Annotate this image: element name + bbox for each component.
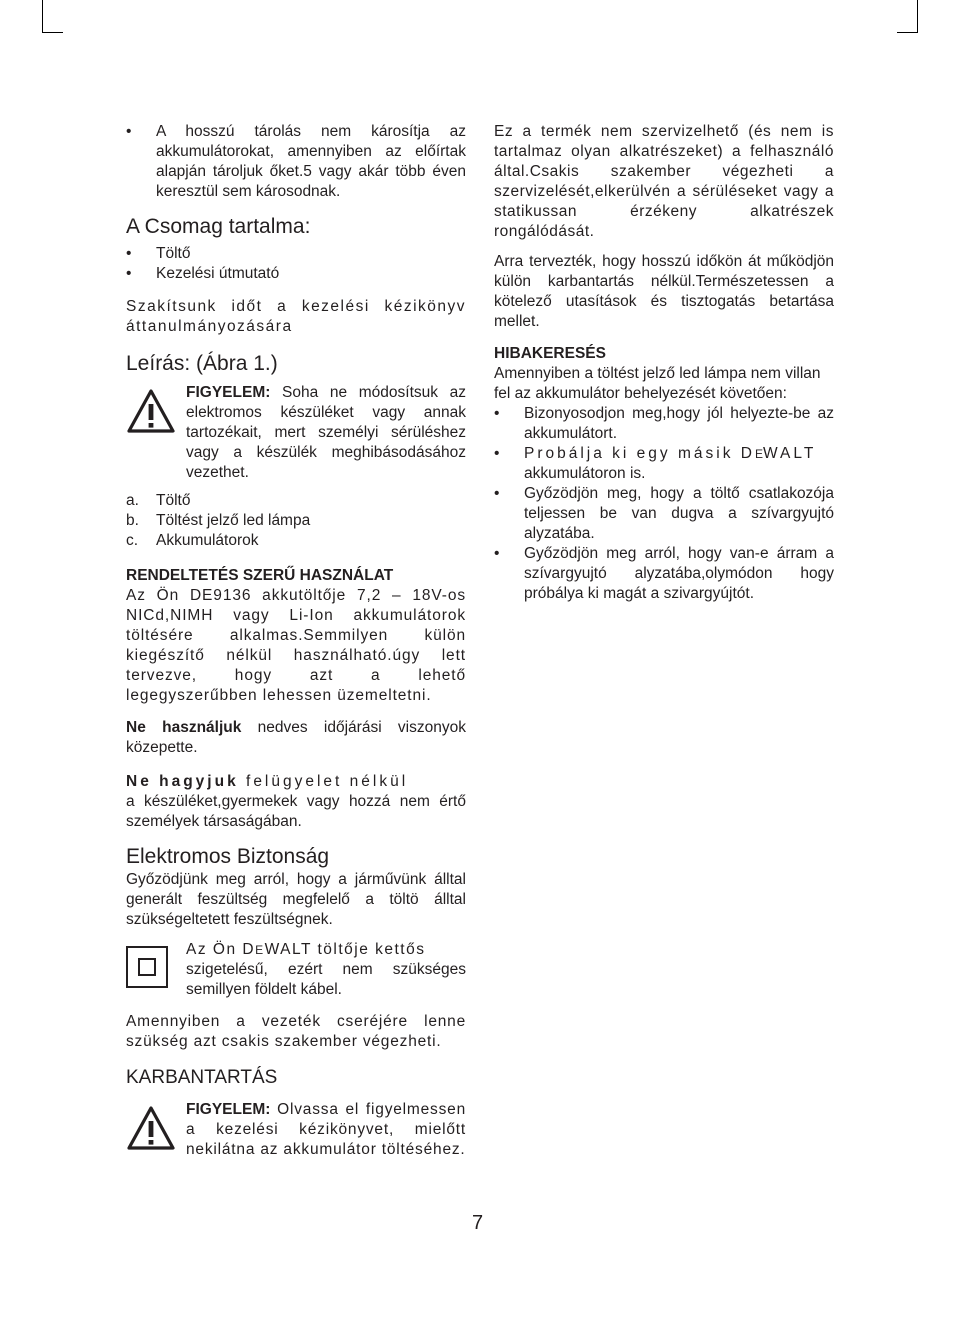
warning-text: Olvassa el figyelmessen a kezelési kézikönyvet, mielőtt nekilátna az akkumulátor töltéséhez. bbox=[186, 1101, 466, 1158]
package-item: Töltő bbox=[156, 245, 191, 262]
manual-note-text: Szakítsunk időt a kezelési kézikönyv áttanulmányozására bbox=[126, 298, 466, 335]
try-post: akkumulátoron is. bbox=[524, 465, 646, 482]
warning-text: Soha ne módosítsuk az elektromos készüléket vagy annak tartozékait, mert személyi sérüléshez vagy a készülék meghibásodásához vezethet. bbox=[186, 384, 466, 481]
cable-note-text: Amennyiben a vezeték cseréjére lenne szükség azt csakis szakember végezheti. bbox=[126, 1013, 466, 1050]
usage-heading: RENDELTETÉS SZERŰ HASZNÁLAT bbox=[126, 567, 394, 584]
warning-triangle-icon bbox=[126, 1105, 176, 1151]
brand-name: WALT bbox=[762, 445, 817, 462]
usage-text bbox=[126, 586, 466, 706]
warning-label: FIGYELEM: bbox=[186, 384, 271, 401]
bullet-icon: • bbox=[126, 123, 132, 140]
bullet-icon: • bbox=[126, 265, 132, 282]
double-insulation-block bbox=[126, 940, 466, 1000]
double-post: töltője kettős bbox=[311, 941, 426, 958]
list-item bbox=[126, 491, 466, 511]
list-item bbox=[126, 511, 466, 531]
list-item bbox=[494, 444, 834, 484]
list-item bbox=[494, 404, 834, 444]
trouble-item: Győzödjön meg, hogy a töltő csatlakozója teljessen be van dugva a szívargyujtó alyzatába. bbox=[524, 485, 834, 542]
try-pre: Probálja ki egy másik D bbox=[524, 445, 755, 462]
bullet-icon: • bbox=[494, 405, 500, 422]
storage-bullet bbox=[126, 122, 466, 202]
list-item bbox=[494, 484, 834, 544]
troubleshooting-heading: HIBAKERESÉS bbox=[494, 345, 606, 362]
part-letter: a. bbox=[126, 492, 139, 509]
list-item bbox=[494, 544, 834, 604]
warning-label: FIGYELEM: bbox=[186, 1101, 271, 1118]
crop-mark-left bbox=[42, 0, 63, 33]
bullet-icon: • bbox=[494, 485, 500, 502]
service-text-span: Ez a termék nem szervizelhető (és nem is tartalmaz olyan alkatrészeket) a felhasználó által.Csakis szakember végezheti a szervizelését,elkerülvén a sérüléseket vagy a statikussan érzékeny alkatrészek rongálódását. bbox=[494, 123, 834, 240]
warning-block-2 bbox=[126, 1100, 466, 1160]
package-heading: A Csomag tartalma: bbox=[126, 215, 311, 238]
bullet-icon: • bbox=[126, 245, 132, 262]
trouble-item: Bizonyosodjon meg,hogy jól helyezte-be az akkumulátort. bbox=[524, 405, 834, 442]
electrical-safety-text: Győzödjünk meg arról, hogy a járművünk álltal generált feszültség megfelelő a töltö álltal szükségeltetett feszültségnek. bbox=[126, 871, 466, 928]
part-label: Töltést jelző led lámpa bbox=[156, 512, 311, 529]
design-text: Arra tervezték, hogy hosszú időkön át működjön külön karbantartás nélkül.Természetessen a kötelező utasítások és tisztogatás betartása mellet. bbox=[494, 253, 834, 330]
troubleshooting-list bbox=[494, 404, 834, 604]
troubleshooting-intro: Amennyiben a töltést jelző led lámpa nem villan fel az akkumulátor behelyezését követően: bbox=[494, 365, 821, 402]
wet-warning bbox=[126, 718, 466, 758]
cable-note bbox=[126, 1012, 466, 1052]
maintenance-heading: KARBANTARTÁS bbox=[126, 1067, 278, 1088]
unattended-rest: felügyelet nélkül bbox=[238, 773, 409, 790]
manual-note bbox=[126, 297, 466, 337]
wet-bold: Ne használjuk bbox=[126, 719, 242, 736]
left-column bbox=[126, 122, 466, 1160]
page-number: 7 bbox=[472, 1212, 484, 1234]
usage-text-span: Az Ön DE9136 akkutöltője 7,2 – 18V-os NICd,NIMH vagy Li-Ion akkumulátorok töltésére alkalmas.Semmilyen külön kiegészítő nélkül használható.úgy lett tervezve, hogy azt a lehető legegyszerűbben lehessen üzemeltetni. bbox=[126, 587, 466, 704]
storage-text: A hosszú tárolás nem károsítja az akkumulátorokat, amennyiben az előírtak alapján tároljuk őket.5 vagy akár több éven keresztül sem károsodnak. bbox=[156, 123, 466, 200]
electrical-safety-heading: Elektromos Biztonság bbox=[126, 845, 330, 868]
double-pre: Az Ön D bbox=[186, 941, 256, 958]
double-insulation-line bbox=[186, 940, 466, 960]
right-column bbox=[494, 122, 834, 604]
unattended-warning bbox=[126, 772, 466, 792]
list-item bbox=[126, 531, 466, 551]
try-sc: E bbox=[754, 447, 763, 461]
warning-triangle-icon bbox=[126, 388, 176, 434]
double-insulation-icon bbox=[126, 946, 168, 988]
bullet-icon: • bbox=[494, 445, 500, 462]
crop-mark-right bbox=[897, 0, 918, 33]
trouble-item: Győzödjön meg arról, hogy van-e árram a szívargyujtó alyzatába,olymódon hogy próbálya ki magát a szivargyújtót. bbox=[524, 545, 834, 602]
brand-name: WALT bbox=[264, 941, 312, 958]
part-letter: b. bbox=[126, 512, 139, 529]
list-item bbox=[126, 264, 466, 284]
package-list bbox=[126, 244, 466, 284]
unattended-bold: Ne hagyjuk bbox=[126, 773, 239, 790]
part-letter: c. bbox=[126, 532, 139, 549]
list-item bbox=[126, 244, 466, 264]
description-heading: Leírás: (Ábra 1.) bbox=[126, 352, 278, 375]
warning-block-1 bbox=[126, 383, 466, 483]
double-insulation-text: szigetelésű, ezért nem szükséges semillyen földelt kábel. bbox=[186, 961, 466, 998]
bullet-icon: • bbox=[494, 545, 500, 562]
package-item: Kezelési útmutató bbox=[156, 265, 280, 282]
part-label: Töltő bbox=[156, 492, 191, 509]
wet-text: nedves időjárási viszonyok közepette. bbox=[126, 719, 466, 756]
part-label: Akkumulátorok bbox=[156, 532, 259, 549]
double-sc: E bbox=[255, 943, 265, 957]
parts-list bbox=[126, 491, 466, 551]
unattended-text: a készüléket,gyermekek vagy hozzá nem értő személyek társaságában. bbox=[126, 793, 466, 830]
service-text bbox=[494, 122, 834, 242]
